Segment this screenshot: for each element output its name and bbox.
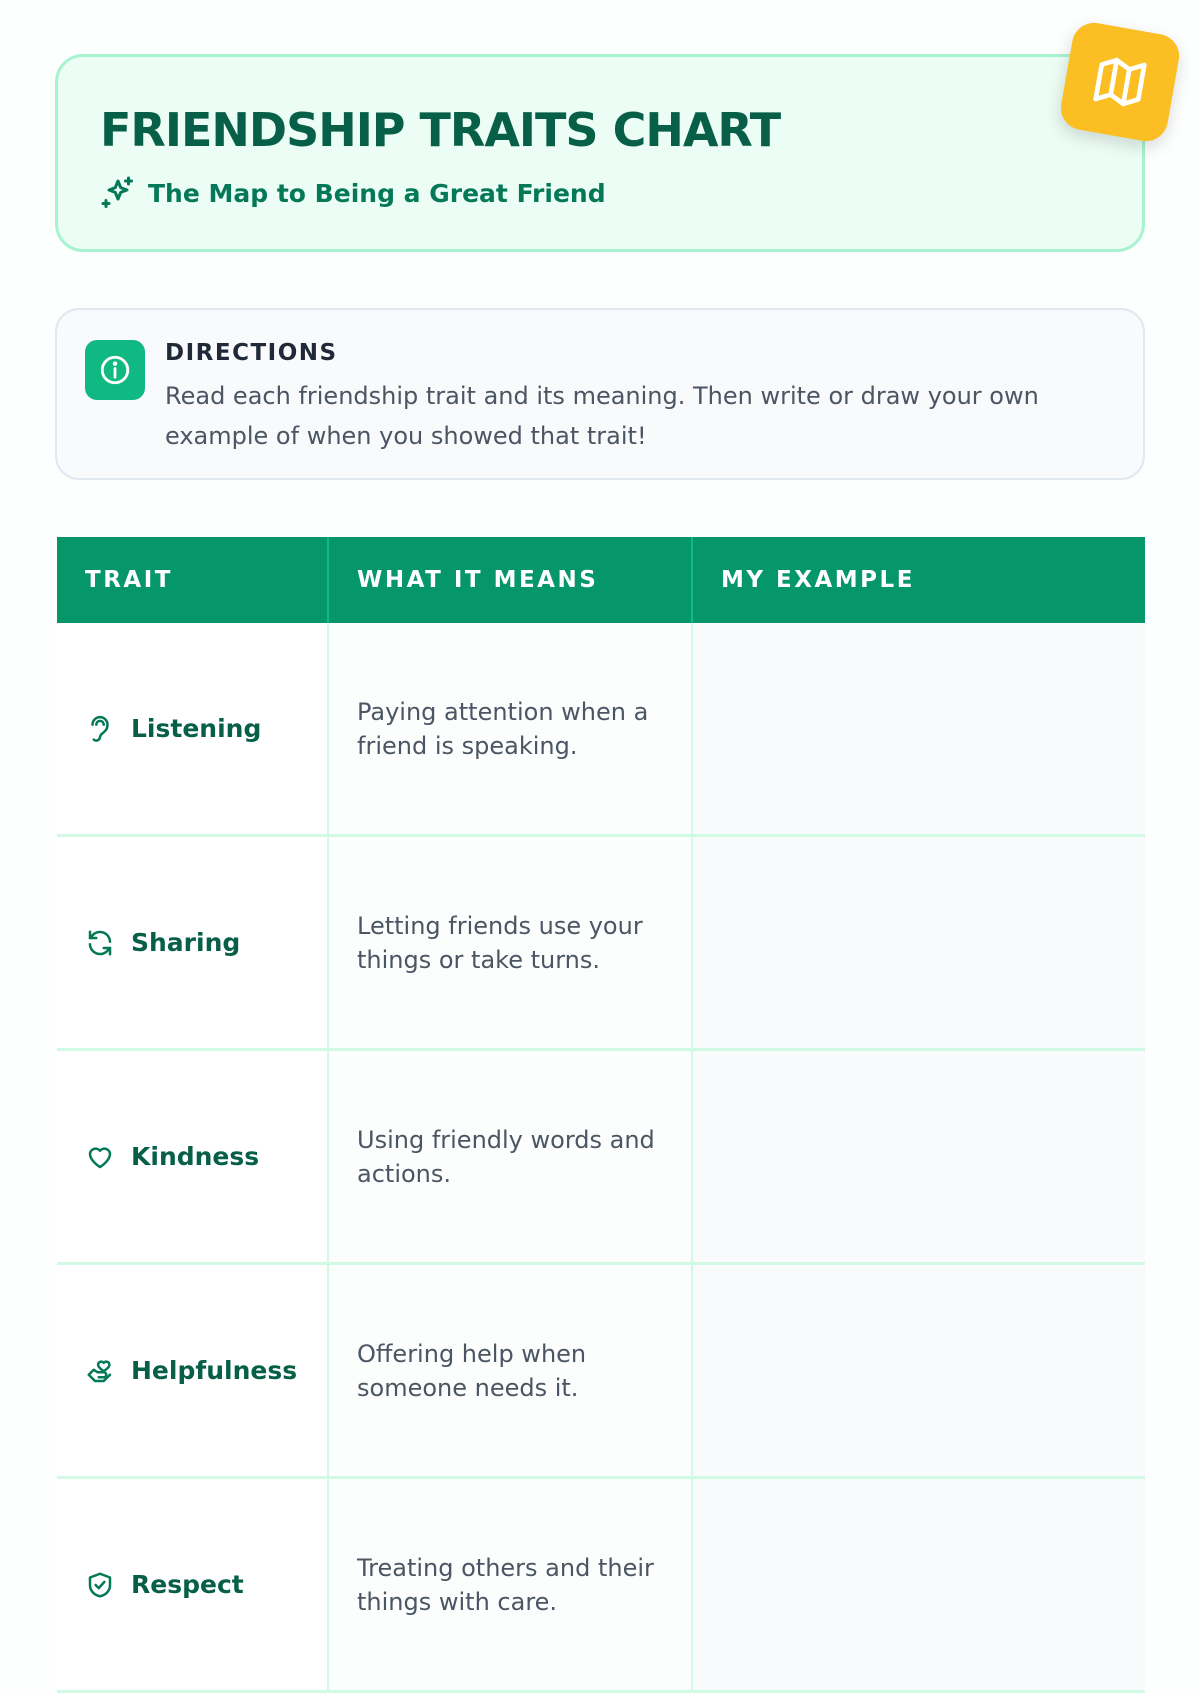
ear-icon [85,714,115,744]
trait-name: Kindness [131,1142,260,1171]
meaning-cell [329,623,693,834]
table-row [57,1479,1145,1693]
trait-cell [57,623,329,834]
info-icon [98,353,132,387]
trait-name: Respect [131,1570,244,1599]
trait-cell [57,1051,329,1262]
directions-text: Read each friendship trait and its meaning. Then write or draw your own example of when you showed that trait! [165,382,1039,450]
info-badge [85,340,145,400]
example-cell[interactable] [693,1051,1145,1262]
trait-meaning: Treating others and their things with care. [357,1553,654,1616]
example-cell[interactable] [693,837,1145,1048]
meaning-cell [329,837,693,1048]
example-cell[interactable] [693,623,1145,834]
directions-heading: DIRECTIONS [165,340,338,366]
map-icon [1088,50,1153,115]
sparkles-icon [100,175,136,211]
directions-card [55,308,1145,480]
trait-name: Listening [131,714,262,743]
page-subtitle: The Map to Being a Great Friend [148,178,606,208]
example-cell[interactable] [693,1265,1145,1476]
trait-meaning: Offering help when someone needs it. [357,1339,587,1402]
traits-table [57,537,1145,1693]
column-header-meaning: WHAT IT MEANS [329,537,693,623]
trait-meaning: Using friendly words and actions. [357,1125,655,1188]
example-cell[interactable] [693,1479,1145,1690]
refresh-icon [85,928,115,958]
map-badge [1057,19,1182,144]
trait-cell [57,837,329,1048]
trait-cell [57,1265,329,1476]
table-row [57,837,1145,1051]
header-card [55,54,1145,252]
table-row [57,1265,1145,1479]
trait-meaning: Paying attention when a friend is speaking. [357,697,649,760]
trait-name: Sharing [131,928,241,957]
meaning-cell [329,1051,693,1262]
subtitle-row [100,175,606,211]
meaning-cell [329,1479,693,1690]
page-title: FRIENDSHIP TRAITS CHART [100,103,781,157]
trait-cell [57,1479,329,1690]
table-header [57,537,1145,623]
shield-check-icon [85,1570,115,1600]
trait-name: Helpfulness [131,1356,298,1385]
table-row [57,1051,1145,1265]
column-header-trait: TRAIT [57,537,329,623]
column-header-example: MY EXAMPLE [721,567,915,593]
trait-meaning: Letting friends use your things or take turns. [357,911,643,974]
heart-icon [85,1142,115,1172]
table-row [57,623,1145,837]
meaning-cell [329,1265,693,1476]
helping-hand-icon [85,1356,115,1386]
